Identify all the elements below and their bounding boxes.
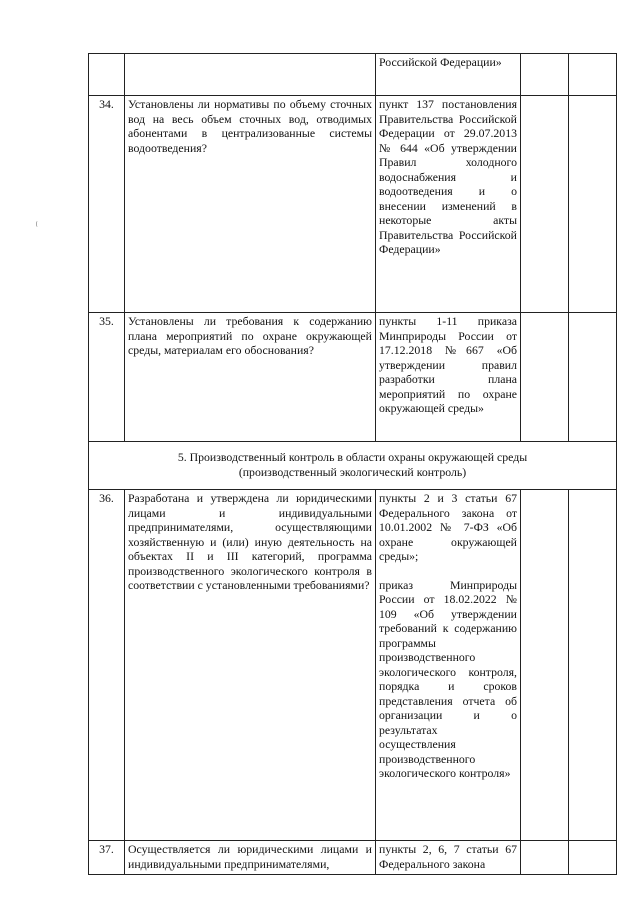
reference-paragraph: пункты 1-11 приказа Минприроды России от 17.12.2018 №667 «Об утверждении правил разработки плана мероприятий по охране окружающей среды» bbox=[379, 314, 517, 415]
answer-cell bbox=[569, 841, 617, 875]
row-number: 37. bbox=[89, 841, 125, 875]
checklist-table bbox=[88, 53, 617, 875]
answer-cell bbox=[569, 490, 617, 841]
reference-paragraph: пункты 2 и 3 статьи 67 Федерального закона от 10.01.2002 № 7-ФЗ «Об охране окружающей среды»; bbox=[379, 491, 517, 563]
table-row bbox=[89, 841, 617, 875]
reference-paragraph: пункты 2, 6, 7 статьи 67 Федерального закона bbox=[379, 842, 517, 871]
legal-reference bbox=[376, 54, 521, 96]
row-number bbox=[89, 54, 125, 96]
table-row bbox=[89, 96, 617, 313]
row-number: 35. bbox=[89, 313, 125, 442]
answer-cell bbox=[521, 841, 569, 875]
section-subtitle-line: (производственный экологический контроль) bbox=[238, 464, 467, 479]
scan-speck bbox=[36, 221, 40, 227]
answer-cell bbox=[521, 96, 569, 313]
requirement-question: Разработана и утверждена ли юридическими лицами и индивидуальными предпринимателями, осуществляющими хозяйственную и (или) иную деятельность на объектах II и III категорий, программа производственного экологического контроля в соответствии с установленными требованиями? bbox=[125, 490, 376, 841]
section-title-line: 5. Производственный контроль в области охраны окружающей среды bbox=[177, 450, 528, 464]
table-row bbox=[89, 313, 617, 442]
row-number: 36. bbox=[89, 490, 125, 841]
reference-paragraph: пункт 137 постановления Правительства Российской Федерации от 29.07.2013 № 644 «Об утверждении Правил холодного водоснабжения и водоотведения и о внесении изменений в некоторые акты Правительства Российской Федерации» bbox=[379, 97, 517, 256]
answer-cell bbox=[521, 54, 569, 96]
table-row bbox=[89, 490, 617, 841]
legal-reference bbox=[376, 96, 521, 313]
requirement-question: Установлены ли требования к содержанию плана мероприятий по охране окружающей среды, материалам его обоснования? bbox=[125, 313, 376, 442]
answer-cell bbox=[569, 54, 617, 96]
answer-cell bbox=[569, 96, 617, 313]
requirement-question: Установлены ли нормативы по объему сточных вод на весь объем сточных вод, отводимых абонентами в централизованные системы водоотведения? bbox=[125, 96, 376, 313]
requirement-question: Осуществляется ли юридическими лицами и индивидуальными предпринимателями, bbox=[125, 841, 376, 875]
answer-cell bbox=[521, 490, 569, 841]
table-row bbox=[89, 54, 617, 96]
legal-reference bbox=[376, 313, 521, 442]
answer-cell bbox=[569, 313, 617, 442]
reference-paragraph: Российской Федерации» bbox=[379, 55, 502, 69]
legal-reference bbox=[376, 490, 521, 841]
legal-reference bbox=[376, 841, 521, 875]
row-number: 34. bbox=[89, 96, 125, 313]
reference-paragraph: приказ Минприроды России от 18.02.2022 № 109 «Об утверждении требований к содержанию программы производственного экологического контроля, порядка и сроков представления отчета об организации и о результатах осуществления производственного экологического контроля» bbox=[379, 577, 517, 780]
answer-cell bbox=[521, 313, 569, 442]
section-header-row bbox=[89, 442, 617, 490]
section-title bbox=[89, 442, 617, 490]
requirement-question bbox=[125, 54, 376, 96]
